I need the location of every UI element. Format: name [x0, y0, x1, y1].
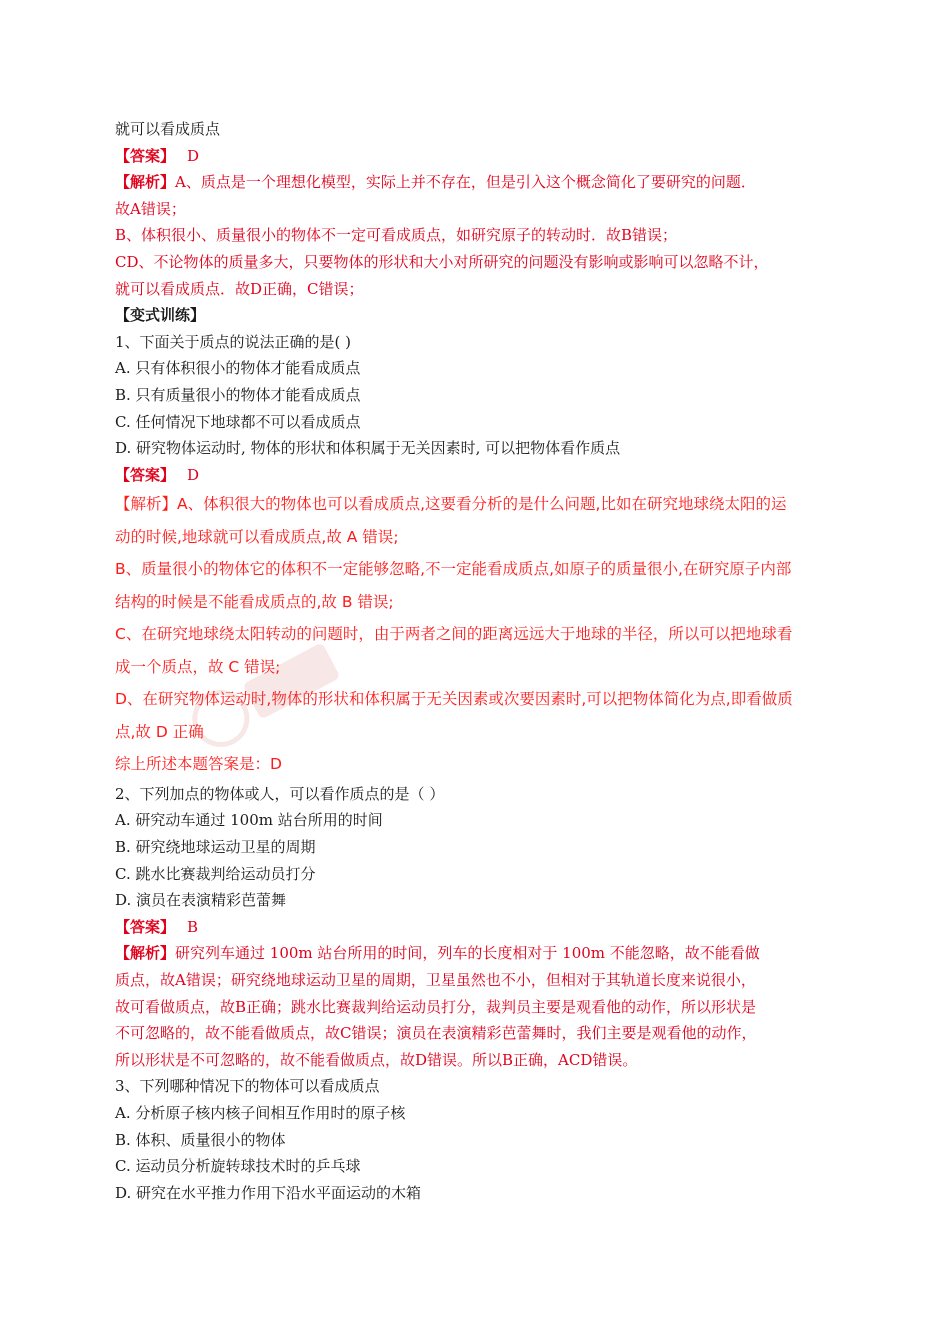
text-line: 就可以看成质点．故D正确，C错误； [115, 279, 364, 298]
text-line: 【变式训练】 [115, 306, 206, 325]
text-line: A. 分析原子核内核子间相互作用时的原子核 [115, 1103, 406, 1122]
solution-line: 点,故 D 正确 [115, 722, 204, 741]
text-line: 质点，故A错误；研究绕地球运动卫星的周期，卫星虽然也不小，但相对于其轨道长度来说很小， [115, 970, 756, 989]
label-content: D [187, 465, 200, 484]
label-bracket: 【解析】 [115, 944, 176, 963]
label-bracket: 【答案】 [115, 465, 176, 484]
solution-line: C、在研究地球绕太阳转动的问题时，由于两者之间的距离远远大于地球的半径，所以可以把地球看 [115, 625, 793, 644]
label-content: A、质点是一个理想化模型，实际上并不存在，但是引入这个概念简化了要研究的问题． [175, 173, 756, 192]
text-line: C. 跳水比赛裁判给运动员打分 [115, 864, 316, 883]
text-line: 故可看做质点，故B正确；跳水比赛裁判给运动员打分，裁判员主要是观看他的动作，所以形状是 [115, 997, 757, 1016]
text-line [115, 462, 855, 489]
text-line: 就可以看成质点 [115, 120, 221, 138]
text-line: 故A错误； [115, 199, 186, 218]
solution-image [115, 488, 855, 781]
text-line: B. 只有质量很小的物体才能看成质点 [115, 385, 361, 404]
text-line: 1、下面关于质点的说法正确的是( ) [115, 332, 352, 351]
text-line: 3、下列哪种情况下的物体可以看成质点 [115, 1077, 380, 1096]
label-content: B [187, 917, 199, 936]
text-line: D. 研究在水平推力作用下沿水平面运动的木箱 [115, 1183, 422, 1202]
solution-line: 结构的时候是不能看成质点的,故 B 错误; [115, 592, 394, 611]
text-line: C. 运动员分析旋转球技术时的乒乓球 [115, 1157, 361, 1176]
text-line: C. 任何情况下地球都不可以看成质点 [115, 412, 361, 431]
text-line [115, 914, 855, 941]
text-line: D. 演员在表演精彩芭蕾舞 [115, 891, 287, 910]
solution-line: 成一个质点，故 C 错误; [115, 657, 281, 676]
label-content: D [187, 146, 200, 165]
text-line: 2、下列加点的物体或人，可以看作质点的是（ ） [115, 784, 445, 803]
text-block-bottom [115, 781, 855, 1207]
text-line: 不可忽略的，故不能看做质点，故C错误；演员在表演精彩芭蕾舞时，我们主要是观看他的动作， [115, 1024, 757, 1043]
label-bracket: 【解析】 [115, 173, 176, 192]
text-line: D. 研究物体运动时, 物体的形状和体积属于无关因素时, 可以把物体看作质点 [115, 439, 621, 458]
text-line: CD、不论物体的质量多大，只要物体的形状和大小对所研究的问题没有影响或影响可以忽略不计， [115, 252, 769, 271]
label-content: 研究列车通过 100m 站台所用的时间，列车的长度相对于 100m 不能忽略，故不能看做 [175, 944, 760, 963]
text-line [115, 169, 855, 196]
text-line: B. 研究绕地球运动卫星的周期 [115, 838, 316, 856]
text-line: A. 只有体积很小的物体才能看成质点 [115, 359, 361, 378]
solution-line: 综上所述本题答案是：D [115, 755, 282, 774]
text-line: B、体积很小、质量很小的物体不一定可看成质点，如研究原子的转动时．故B错误； [115, 226, 678, 245]
document-page [115, 116, 855, 1206]
solution-line: 【解析】A、体积很大的物体也可以看成质点,这要看分析的是什么问题,比如在研究地球绕太阳的运 [115, 495, 787, 514]
label-bracket: 【答案】 [115, 917, 176, 936]
text-line [115, 940, 855, 967]
text-line: B. 体积、质量很小的物体 [115, 1130, 286, 1149]
solution-line: D、在研究物体运动时,物体的形状和体积属于无关因素或次要因素时,可以把物体简化为点,即看做质 [115, 690, 793, 709]
solution-line: 动的时候,地球就可以看成质点,故 A 错误; [115, 527, 399, 546]
text-line: 所以形状是不可忽略的，故不能看做质点，故D错误。所以B正确，ACD错误。 [115, 1050, 638, 1069]
text-block-top [115, 116, 855, 488]
label-bracket: 【答案】 [115, 146, 176, 165]
solution-line: B、质量很小的物体它的体积不一定能够忽略,不一定能看成质点,如原子的质量很小,在研究原子内部 [115, 560, 792, 579]
text-line: A. 研究动车通过 100m 站台所用的时间 [115, 811, 383, 830]
text-line [115, 143, 855, 170]
